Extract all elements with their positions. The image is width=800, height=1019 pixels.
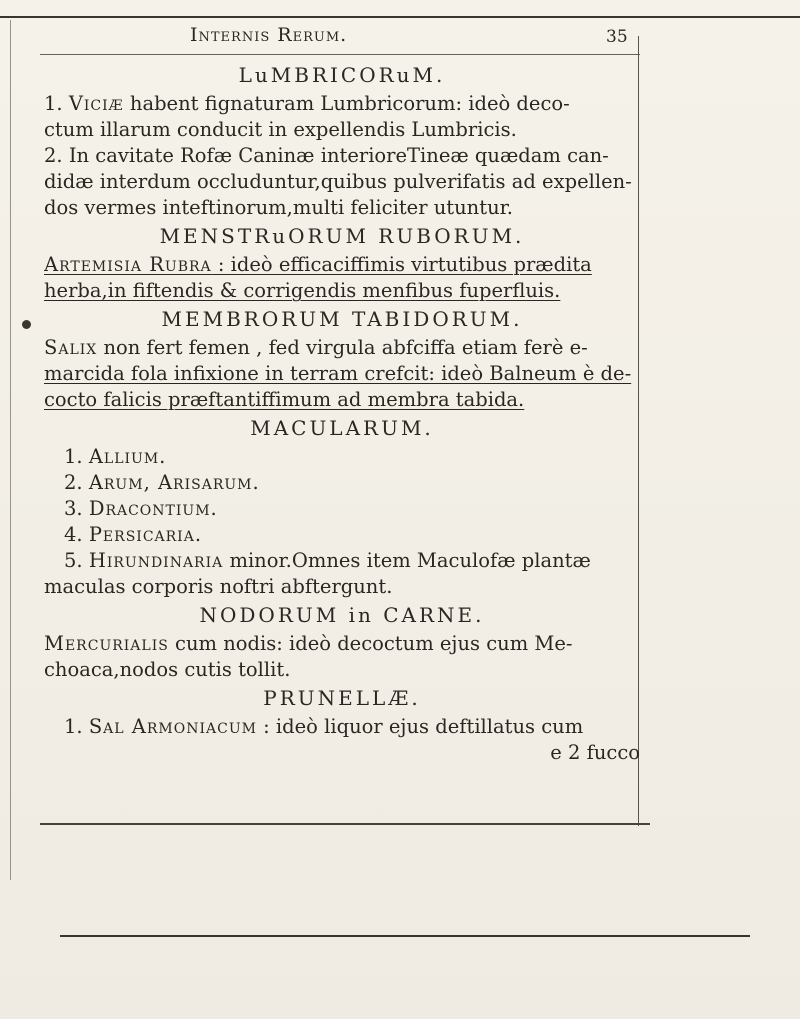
line-text: non fert femen , fed virgula abfciffa etiam ferè e- [97,336,588,359]
list-item [44,496,640,522]
item-number: 4. [64,523,89,546]
line-text: choaca,nodos cutis tollit. [44,658,291,681]
text-line [44,574,640,600]
running-head [190,24,640,46]
list-item [44,522,640,548]
line-text: cocto falicis præftantiffimum ad membra tabida. [44,388,525,411]
heading-text: NODORUM in CARNE. [199,603,485,627]
list-item [44,470,640,496]
item-number: 2. [64,471,89,494]
catchword-line [44,740,640,766]
small-caps-term: Artemisia Rubra [44,253,212,276]
top-rule [0,16,800,18]
small-caps-term: Persicaria. [88,523,203,546]
line-text: In cavitate Rofæ Caninæ interioreTineæ quædam can- [68,144,609,167]
section-heading [44,221,640,252]
small-caps-term: Allium. [88,445,167,468]
text-line [44,657,640,683]
heading-text: MEMBRORUM TABIDORUM. [161,307,523,331]
item-number: 1. [44,92,69,115]
left-page-edge [10,20,11,880]
line-text: dos vermes inteftinorum,multi feliciter utuntur. [44,196,513,219]
page-number: 35 [606,27,628,47]
line-text: didæ interdum occluduntur,quibus pulverifatis ad expellen- [44,170,632,193]
small-caps-term: Hirundinaria [88,549,224,572]
section-heading [44,304,640,335]
line-text: marcida fola infixione in terram crefcit: ideò Balneum è de- [44,362,632,385]
text-line [44,195,640,221]
small-caps-term: Mercurialis [44,632,169,655]
heading-text: MENSTRuORUM RUBORUM. [159,224,525,248]
small-caps-term: Viciæ [68,92,124,115]
text-line [44,169,640,195]
line-text: e 2 fucco [550,741,640,764]
small-caps-term: Arum, Arisarum. [88,471,260,494]
item-number: 1. [64,445,89,468]
ink-blot [22,320,31,329]
text-line [44,117,640,143]
heading-text: PRUNELLÆ. [263,686,421,710]
running-head-text: Internis Rerum. [190,24,348,46]
list-item [44,444,640,470]
small-caps-term: Dracontium. [88,497,218,520]
list-item [44,548,640,574]
line-text: herba,in fiftendis & corrigendis menfibus fuperfluis. [44,279,561,302]
text-line [44,335,640,361]
line-text: maculas corporis noftri abftergunt. [44,575,393,598]
item-number: 2. [44,144,69,167]
text-block [44,60,640,766]
bottom-rule [40,823,650,825]
text-line [44,91,640,117]
line-text: minor.Omnes item Maculofæ plantæ [223,549,591,572]
text-line [44,278,640,304]
item-number: 3. [64,497,89,520]
section-heading [44,683,640,714]
section-heading [44,413,640,444]
line-text: cum nodis: ideò decoctum ejus cum Me- [168,632,573,655]
text-line [44,361,640,387]
heading-text: LuMBRICORuM. [238,63,446,87]
small-caps-term: Salix [44,336,98,359]
head-rule [40,54,640,55]
small-caps-term: Sal Armoniacum [88,715,257,738]
text-line [44,387,640,413]
list-item [44,714,640,740]
text-line [44,631,640,657]
line-text: habent fignaturam Lumbricorum: ideò deco- [123,92,570,115]
item-number: 1. [64,715,89,738]
section-heading [44,600,640,631]
line-text: : ideò efficaciffimis virtutibus prædita [211,253,592,276]
section-heading [44,60,640,91]
line-text: ctum illarum conducit in expellendis Lumbricis. [44,118,517,141]
line-text: : ideò liquor ejus deftillatus cum [256,715,584,738]
text-line [44,143,640,169]
item-number: 5. [64,549,89,572]
page-bottom-edge [60,935,750,937]
heading-text: MACULARUM. [250,416,434,440]
text-line [44,252,640,278]
